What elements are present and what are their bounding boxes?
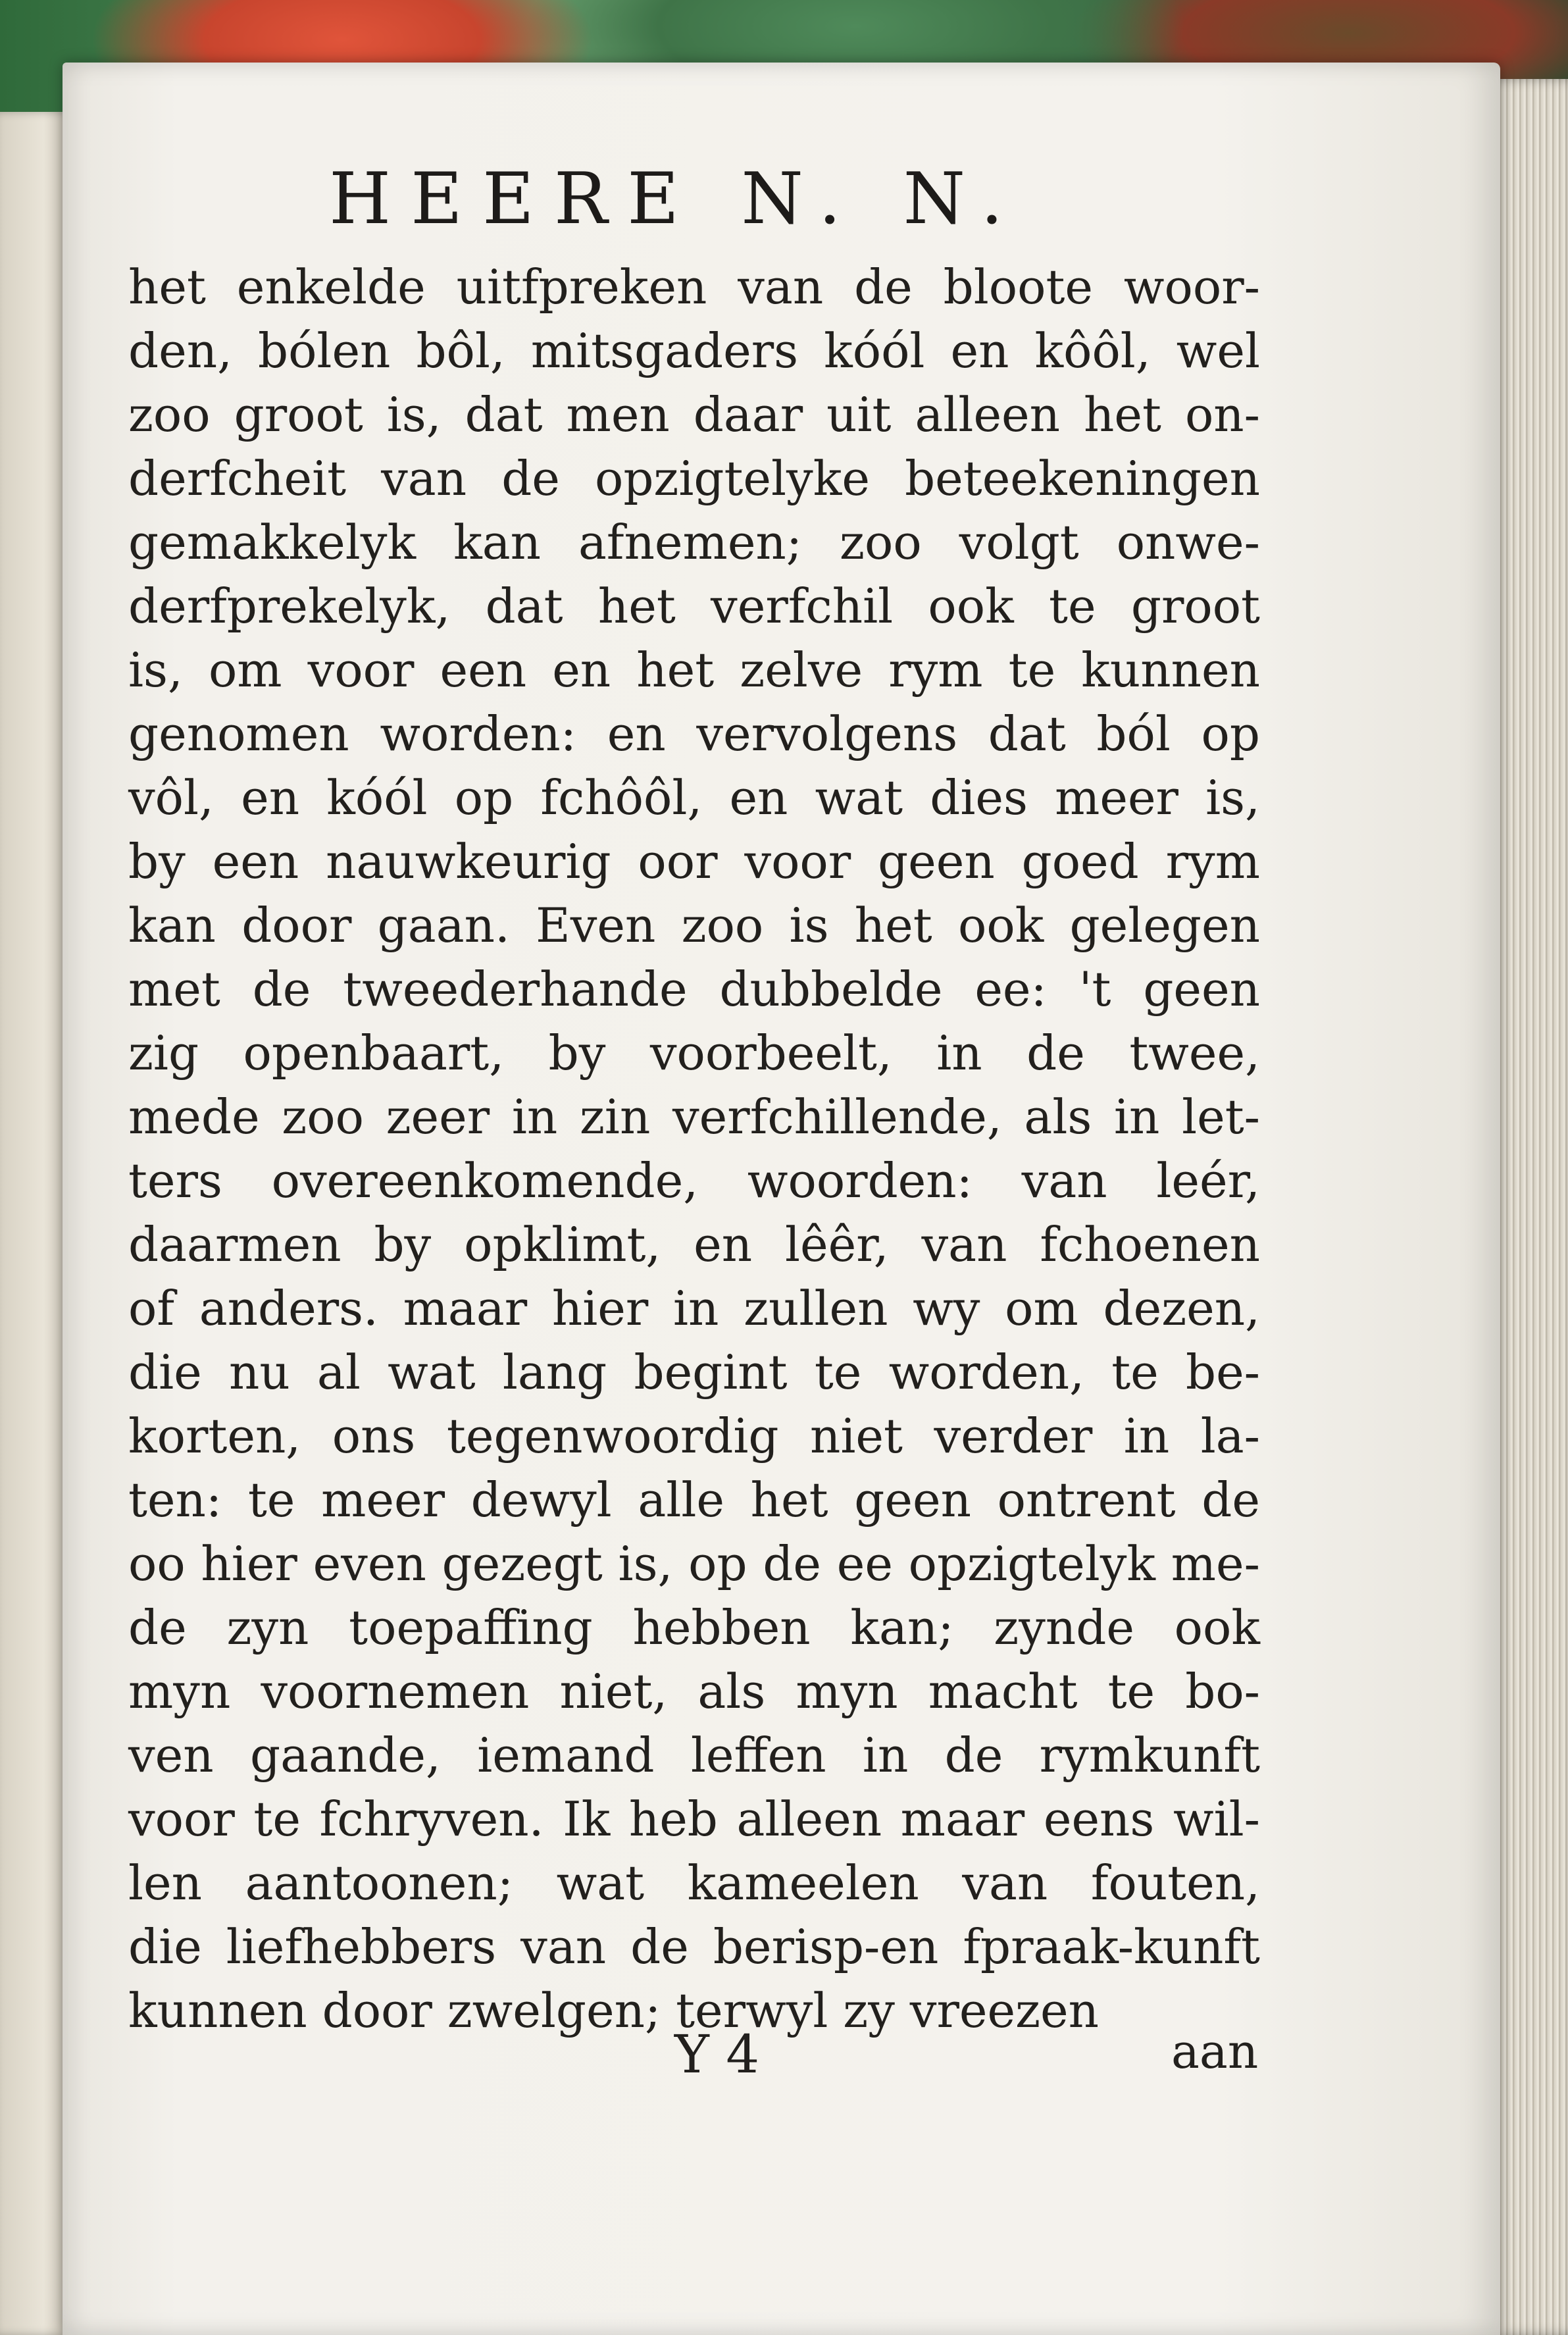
text-line: gemakkelyk kan afnemen; zoo volgt onwe- <box>128 515 1260 570</box>
text-line: genomen worden: en vervolgens dat ból op <box>128 706 1260 761</box>
text-line: korten, ons tegenwoordig niet verder in la- <box>128 1408 1260 1464</box>
text-line: of anders. maar hier in zullen wy om dezen, <box>128 1281 1260 1336</box>
text-line: kunnen door zwelgen; terwyl zy vreezen <box>128 1983 1100 2038</box>
text-line: ters overeenkomende, woorden: van leér, <box>128 1153 1260 1208</box>
text-line: oo hier even gezegt is, op de ee opzigtelyk me- <box>128 1536 1260 1591</box>
text-line: len aantoonen; wat kameelen van fouten, <box>128 1855 1260 1911</box>
text-line: met de tweederhande dubbelde ee: 't geen <box>128 962 1260 1017</box>
text-line: daarmen by opklimt, en lêêr, van fchoenen <box>128 1217 1260 1272</box>
text-line: de zyn toepaffing hebben kan; zynde ook <box>128 1600 1260 1655</box>
text-line: ten: te meer dewyl alle het geen ontrent de <box>128 1472 1260 1527</box>
text-line: die nu al wat lang begint te worden, te be- <box>128 1345 1260 1400</box>
text-line: mede zoo zeer in zin verfchillende, als in let- <box>128 1089 1260 1144</box>
text-line: die liefhebbers van de berisp-en fpraak-kunft <box>128 1919 1260 1974</box>
facing-page-edge <box>0 112 72 2335</box>
text-line: myn voornemen niet, als myn macht te bo- <box>128 1664 1260 1719</box>
text-line: den, bólen bôl, mitsgaders kóól en kôôl, wel <box>128 323 1260 378</box>
text-line: by een nauwkeurig oor voor geen goed rym <box>128 834 1260 889</box>
text-line: zig openbaart, by voorbeelt, in de twee, <box>128 1025 1260 1081</box>
running-head: HEERE N. N. <box>329 158 1023 240</box>
signature-mark: Y 4 <box>674 2024 760 2085</box>
text-line: derfprekelyk, dat het verfchil ook te groot <box>128 578 1260 634</box>
text-line: voor te fchryven. Ik heb alleen maar eens wil- <box>128 1791 1260 1847</box>
text-line: derfcheit van de opzigtelyke beteekeningen <box>128 451 1260 506</box>
text-line: ven gaande, iemand leffen in de rymkunft <box>128 1728 1260 1783</box>
text-line: is, om voor een en het zelve rym te kunnen <box>128 642 1260 698</box>
text-line: kan door gaan. Even zoo is het ook gelegen <box>128 898 1260 953</box>
catchword: aan <box>1171 2024 1259 2079</box>
text-line: vôl, en kóól op fchôôl, en wat dies meer is, <box>128 770 1260 825</box>
text-line: het enkelde uitfpreken van de bloote woor- <box>128 259 1260 315</box>
text-line: zoo groot is, dat men daar uit alleen het on- <box>128 387 1260 442</box>
body-text <box>128 255 1260 2043</box>
